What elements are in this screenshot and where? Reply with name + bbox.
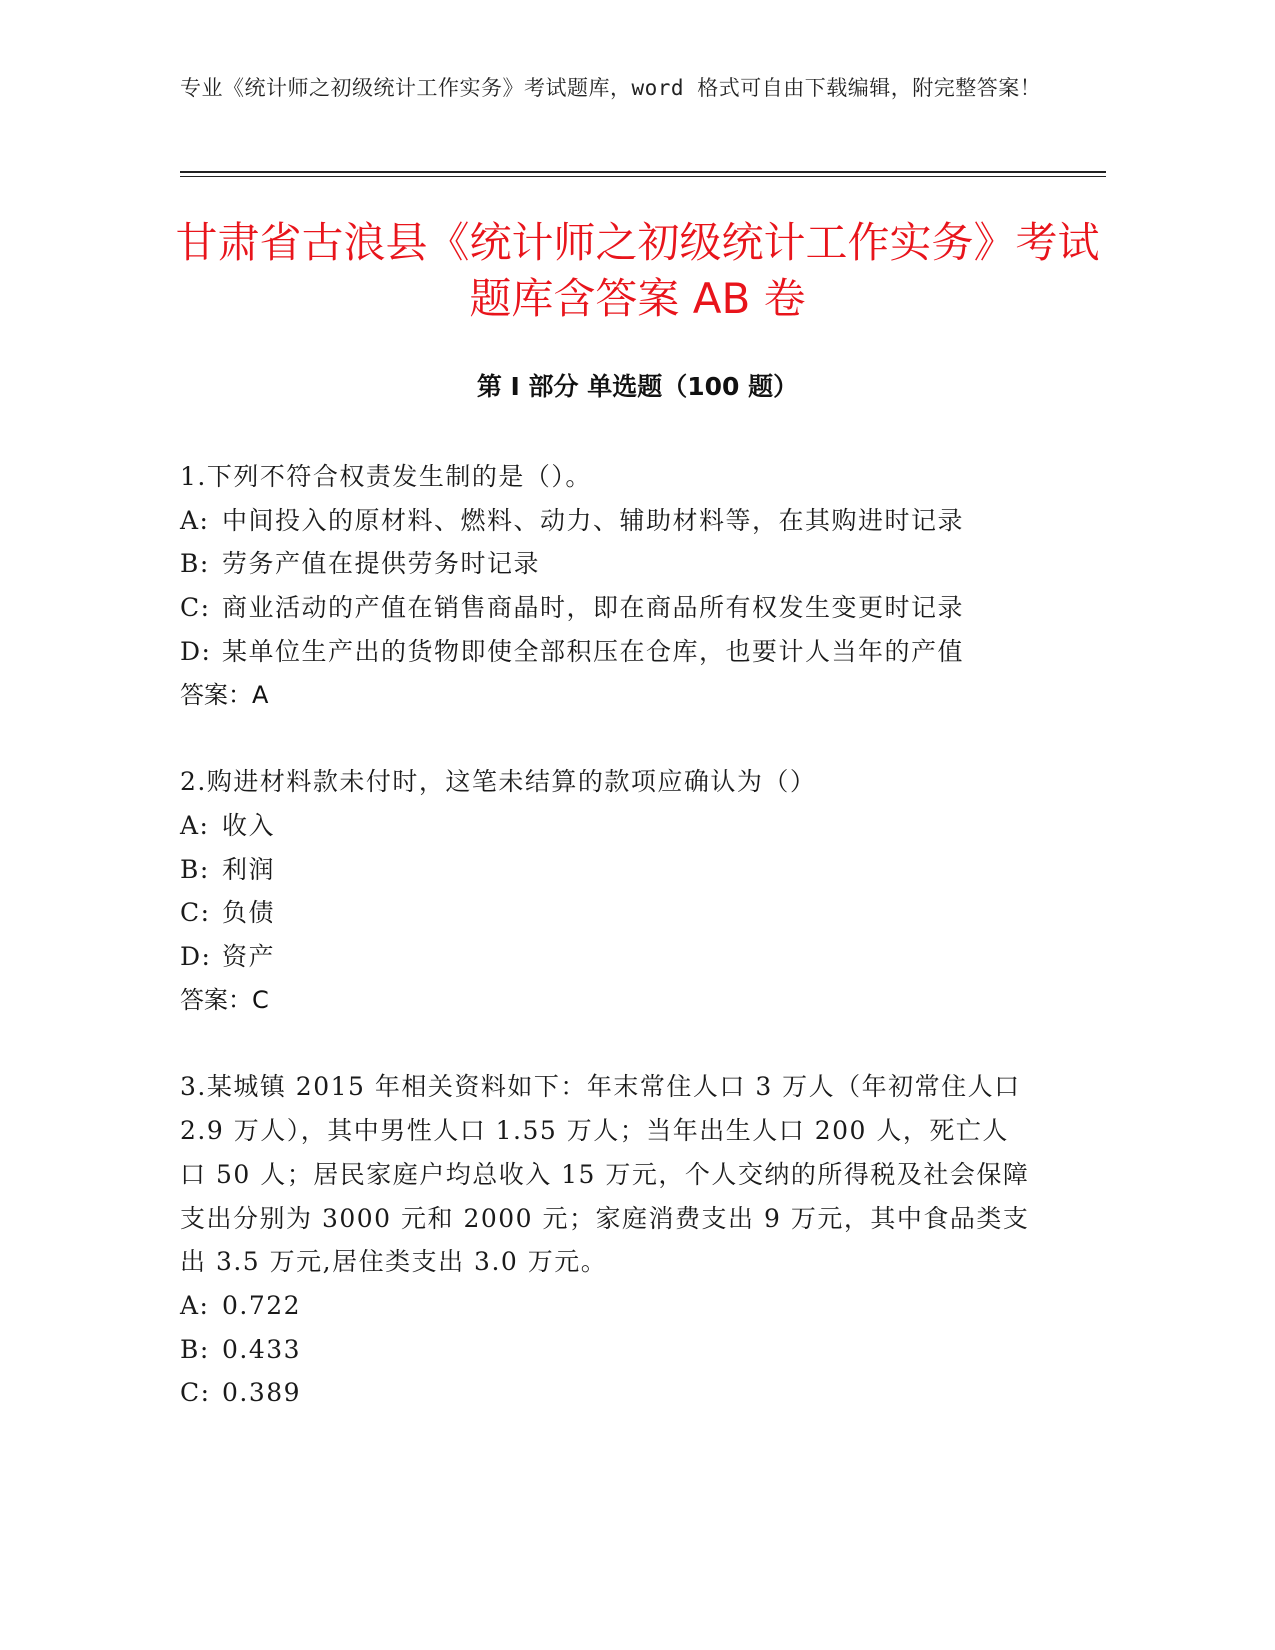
option-text: 0.389 <box>222 1378 302 1408</box>
option-a <box>180 804 1030 848</box>
option-c <box>180 1371 1030 1415</box>
document-title: 甘肃省古浪县《统计师之初级统计工作实务》考试题库含答案 AB 卷 <box>175 218 1100 323</box>
option-letter: B: <box>180 549 210 579</box>
option-a <box>180 499 1030 543</box>
option-b <box>180 848 1030 892</box>
option-text: 劳务产值在提供劳务时记录 <box>222 549 541 579</box>
option-c <box>180 586 1030 630</box>
question-stem: 3.某城镇 2015 年相关资料如下：年末常住人口 3 万人（年初常住人口 2.9 万人），其中男性人口 1.55 万人；当年出生人口 200 人，死亡人口 50 人；居民家庭户均总收入 15 万元，个人交纳的所得税及社会保障支出分别为 3000 元和 2000 元；家庭消费支出 9 万元，其中食品类支出 3.5 万元,居住类支出 3.0 万元。 <box>180 1072 1030 1277</box>
option-text: 商业活动的产值在销售商晶时，即在商品所有权发生变更时记录 <box>222 593 965 623</box>
header-divider-thick <box>180 171 1106 173</box>
option-text: 0.433 <box>222 1334 302 1364</box>
section-heading: 第 I 部分 单选题（100 题） <box>476 372 799 401</box>
option-text: 某单位生产出的货物即使全部积压在仓库，也要计人当年的产值 <box>222 636 965 666</box>
option-letter: C: <box>180 1378 211 1408</box>
question-stem: 2.购进材料款未付时，这笔未结算的款项应确认为（） <box>180 767 817 797</box>
option-a <box>180 1284 1030 1328</box>
question-list <box>180 455 1030 1458</box>
option-letter: B: <box>180 1334 210 1364</box>
question-2 <box>180 760 1030 1022</box>
option-text: 利润 <box>222 854 276 884</box>
option-text: 收入 <box>222 810 276 840</box>
header-divider-thin <box>180 176 1106 177</box>
option-letter: C: <box>180 898 211 928</box>
option-d <box>180 935 1030 979</box>
option-text: 资产 <box>222 942 276 972</box>
option-b <box>180 1328 1030 1372</box>
option-letter: D: <box>180 636 212 666</box>
option-letter: C: <box>180 593 211 623</box>
answer-line: 答案：C <box>180 985 269 1014</box>
option-b <box>180 542 1030 586</box>
option-text: 0.722 <box>222 1290 302 1320</box>
question-stem: 1.下列不符合权责发生制的是（）。 <box>180 462 592 491</box>
question-3 <box>180 1065 1030 1415</box>
option-text: 中间投入的原材料、燃料、动力、辅助材料等，在其购进时记录 <box>222 505 965 535</box>
header-note: 专业《统计师之初级统计工作实务》考试题库，word 格式可自由下载编辑，附完整答案！ <box>180 76 1042 100</box>
question-1 <box>180 455 1030 717</box>
answer-line: 答案：A <box>180 680 269 709</box>
option-c <box>180 891 1030 935</box>
option-letter: D: <box>180 942 212 972</box>
option-letter: A: <box>180 810 210 840</box>
option-letter: B: <box>180 854 210 884</box>
option-letter: A: <box>180 505 210 535</box>
option-text: 负债 <box>222 898 276 928</box>
option-d <box>180 630 1030 674</box>
option-letter: A: <box>180 1290 210 1320</box>
